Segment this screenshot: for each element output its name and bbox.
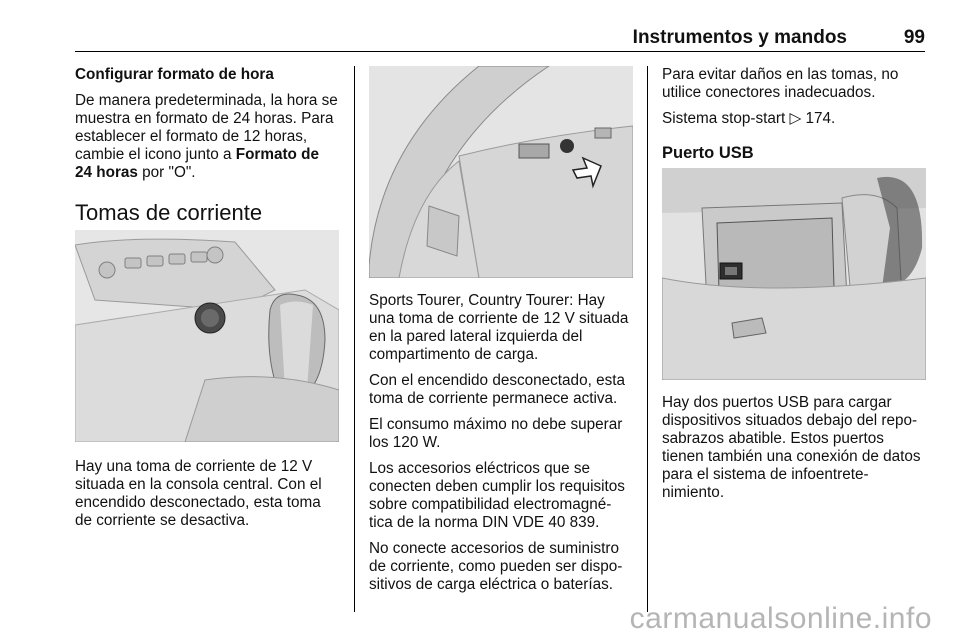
paragraph-accessories: Los accesorios eléctricos que se conecten deben cumplir los requisitos sobre compatibilidad electromagné-tica de la norma DIN VDE 40 839. (369, 460, 625, 531)
column-1-lower (75, 458, 340, 538)
paragraph-damage: Para evitar daños en las tomas, no utilice conectores inadecuados. (662, 66, 899, 101)
paragraph-cargo-outlet: Sports Tourer, Country Tourer: Hay una toma de corriente de 12 V situada en la pared lateral izquierda del compartimento de carga. (369, 292, 629, 363)
paragraph-no-supply: No conecte accesorios de suministro de corriente, como pueden ser dispo-sitivos de carga eléctrica o baterías. (369, 540, 623, 593)
paragraph-console-outlet: Hay una toma de corriente de 12 V situada en la consola central. Con el encendido desconectado, esta toma de corriente se desactiva. (75, 458, 322, 529)
column-divider-2 (647, 66, 648, 612)
paragraph-tail: por "O". (137, 164, 196, 181)
watermark: carmanualsonline.info (629, 602, 932, 635)
cross-ref-page[interactable]: 174. (805, 110, 836, 127)
paragraph-stop-start (662, 110, 926, 128)
section-title-power-outlets: Tomas de corriente (75, 200, 263, 225)
figure-usb-ports (662, 168, 926, 380)
paragraph-usb: Hay dos puertos USB para cargar dispositivos situados debajo del repo-sabrazos abatible. Estos puertos tienen también una conexión de datos para el sistema de infoentrete-nimiento. (662, 394, 921, 501)
page-header (75, 25, 925, 52)
page-number: 99 (903, 27, 925, 48)
cross-ref-text: Sistema stop-start (662, 110, 790, 127)
column-2 (369, 292, 633, 602)
page-ref-arrow-icon: ▷ (789, 110, 806, 127)
column-3-lower (662, 394, 926, 510)
column-3 (662, 66, 926, 172)
paragraph-text: De manera predeterminada, la hora se muestra en formato de 24 horas. Para establecer el formato de 12 horas, cambie el icono junto a (75, 92, 338, 163)
section-title-usb: Puerto USB (662, 144, 754, 162)
figure-console-outlet (75, 230, 339, 442)
sub-heading-time-format: Configurar formato de hora (75, 66, 274, 83)
chapter-title: Instrumentos y mandos (632, 27, 847, 48)
column-divider-1 (354, 66, 355, 612)
figure-cargo-outlet (369, 66, 633, 278)
bold-term: Formato de 24 horas (75, 146, 320, 181)
paragraph-max-power: El consumo máximo no debe superar los 120 W. (369, 416, 623, 451)
paragraph-ignition-off: Con el encendido desconectado, esta toma de corriente permanece activa. (369, 372, 625, 407)
column-1 (75, 66, 340, 240)
paragraph-time-format (75, 92, 340, 182)
